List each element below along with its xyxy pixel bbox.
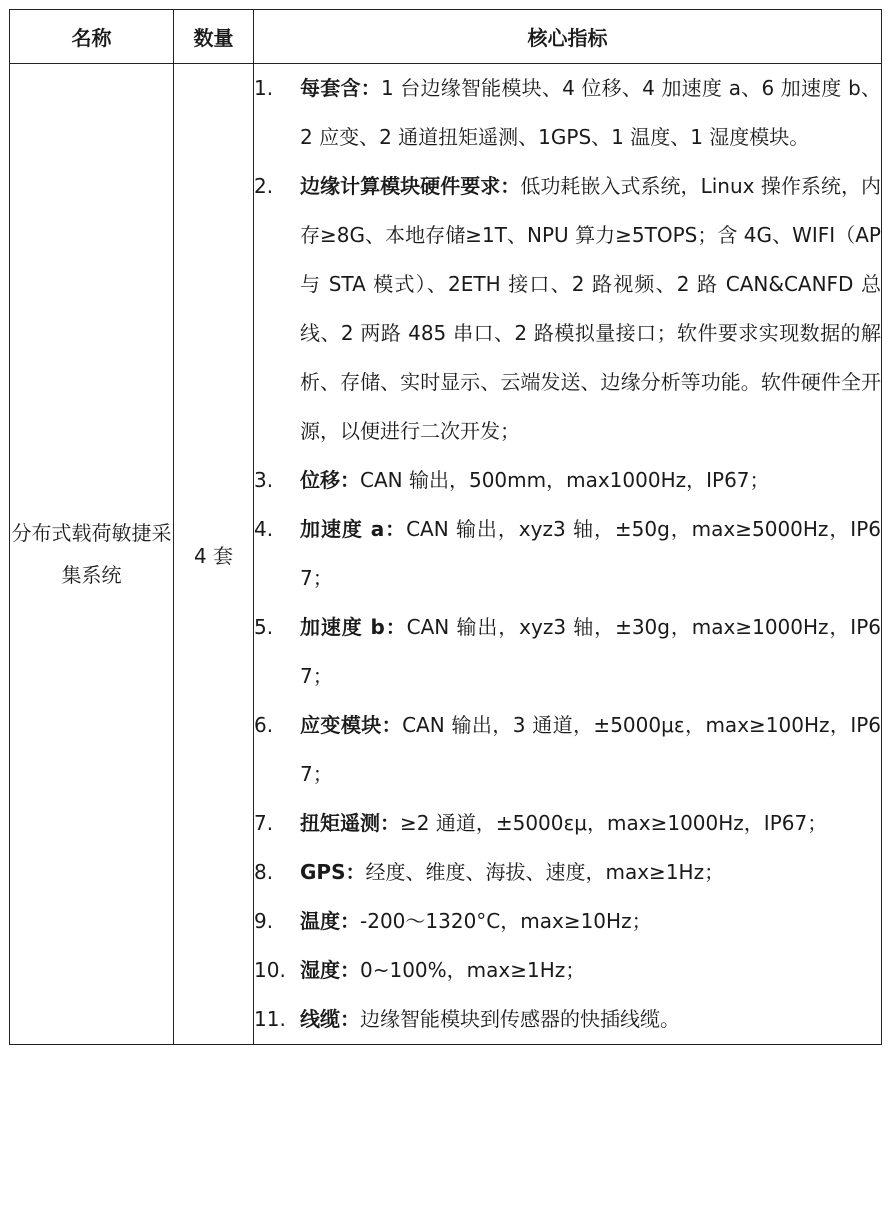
- list-item: [254, 505, 881, 603]
- item-number: 4.: [254, 517, 274, 541]
- item-text: 低功耗嵌入式系统，Linux 操作系统，内存≥8G、本地存储≥1T、NPU 算力≥5TOPS；含 4G、WIFI（AP 与 STA 模式）、2ETH 接口、2 路视频、2 路 CAN&CANFD 总线、2 两路 485 串口、2 路模拟量接口；软件要求实现数据的解析、存储、实时显示、云端发送、边缘分析等功能。软件硬件全开源，以便进行二次开发；: [300, 174, 882, 443]
- spec-table: [9, 9, 882, 1045]
- item-text: -200～1320°C，max≥10Hz；: [360, 909, 652, 933]
- list-item: [254, 897, 881, 946]
- item-number: 3.: [254, 468, 274, 492]
- item-number: 6.: [254, 713, 274, 737]
- list-item: [254, 995, 881, 1044]
- item-number: 7.: [254, 811, 274, 835]
- item-text: 1 台边缘智能模块、4 位移、4 加速度 a、6 加速度 b、2 应变、2 通道扭矩遥测、1GPS、1 温度、1 湿度模块。: [300, 76, 881, 149]
- item-lead: 加速度 b：: [300, 615, 407, 639]
- item-lead: 加速度 a：: [300, 517, 407, 541]
- list-item: [254, 162, 881, 456]
- header-row: [10, 10, 882, 64]
- item-lead: 应变模块：: [300, 713, 403, 737]
- item-text: CAN 输出，xyz3 轴，±30g，max≥1000Hz，IP67；: [300, 615, 881, 688]
- item-text: 0~100%，max≥1Hz；: [360, 958, 586, 982]
- list-item: [254, 701, 881, 799]
- cell-specs: [254, 64, 882, 1045]
- item-lead: 边缘计算模块硬件要求：: [300, 174, 521, 198]
- cell-quantity: 4 套: [174, 64, 254, 1045]
- list-item: [254, 799, 881, 848]
- list-item: [254, 848, 881, 897]
- header-name: 名称: [10, 10, 174, 64]
- item-number: 2.: [254, 174, 274, 198]
- item-text: CAN 输出，3 通道，±5000με，max≥100Hz，IP67；: [300, 713, 882, 786]
- item-number: 1.: [254, 76, 274, 100]
- spec-list: [254, 64, 881, 1044]
- item-number: 8.: [254, 860, 274, 884]
- header-quantity: 数量: [174, 10, 254, 64]
- list-item: [254, 456, 881, 505]
- item-number: 9.: [254, 909, 274, 933]
- item-text: 经度、维度、海拔、速度，max≥1Hz；: [365, 860, 725, 884]
- list-item: [254, 946, 881, 995]
- item-lead: 位移：: [300, 468, 360, 492]
- item-lead: 温度：: [300, 909, 360, 933]
- list-item: [254, 64, 881, 162]
- item-number: 10.: [254, 958, 286, 982]
- item-lead: 线缆：: [300, 1007, 360, 1031]
- item-text: 边缘智能模块到传感器的快插线缆。: [360, 1007, 680, 1031]
- item-lead: 扭矩遥测：: [300, 811, 400, 835]
- item-text: ≥2 通道，±5000εμ，max≥1000Hz，IP67；: [400, 811, 828, 835]
- item-lead: 湿度：: [300, 958, 360, 982]
- table-row: [10, 64, 882, 1045]
- item-lead: GPS：: [300, 860, 366, 884]
- cell-name: 分布式载荷敏捷采集系统: [10, 64, 174, 1045]
- item-number: 11.: [254, 1007, 286, 1031]
- item-lead: 每套含：: [300, 76, 381, 100]
- list-item: [254, 603, 881, 701]
- item-text: CAN 输出，xyz3 轴，±50g，max≥5000Hz，IP67；: [300, 517, 881, 590]
- item-text: CAN 输出，500mm，max1000Hz，IP67；: [360, 468, 770, 492]
- header-specs: 核心指标: [254, 10, 882, 64]
- item-number: 5.: [254, 615, 274, 639]
